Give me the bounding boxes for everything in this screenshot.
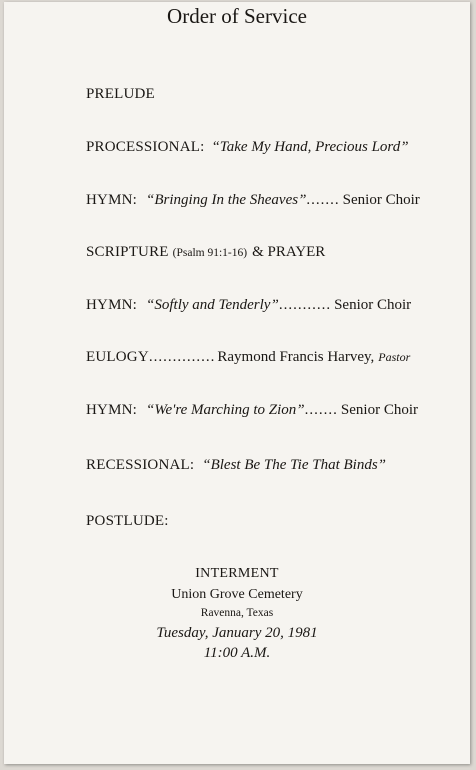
service-time: 11:00 A.M. [203, 645, 271, 661]
scripture-line [86, 244, 462, 261]
service-date: Tuesday, January 20, 1981 [156, 625, 318, 641]
recessional-title: “Blest Be The Tie That Binds” [202, 457, 387, 473]
eulogy-dots: .............. [148, 349, 216, 365]
hymn1-line [86, 192, 462, 209]
recessional-label: RECESSIONAL: [86, 457, 195, 473]
hymn2-line [86, 297, 462, 314]
interment-heading: INTERMENT [195, 566, 279, 581]
postlude-label: POSTLUDE: [86, 513, 169, 529]
recessional-line [86, 457, 462, 474]
hymn3-label: HYMN: [86, 402, 138, 418]
eulogy-label: EULOGY [86, 349, 149, 365]
page-title: Order of Service [167, 4, 307, 28]
cemetery-name: Union Grove Cemetery [171, 587, 303, 602]
hymn2-dots: ........... [278, 297, 332, 313]
hymn3-performer: Senior Choir [340, 402, 418, 418]
cemetery-location: Ravenna, Texas [200, 607, 274, 619]
scripture-label: SCRIPTURE [86, 244, 169, 260]
hymn3-line [86, 402, 462, 419]
prelude-label: PRELUDE [86, 86, 155, 102]
hymn3-title: “We're Marching to Zion” [146, 402, 305, 418]
processional-label: PROCESSIONAL: [86, 139, 205, 155]
prayer-label: & PRAYER [252, 244, 326, 260]
processional-title: “Take My Hand, Precious Lord” [211, 139, 409, 155]
program-page [4, 2, 470, 764]
hymn2-label: HYMN: [86, 297, 138, 313]
scripture-reference: (Psalm 91:1-16) [172, 247, 248, 259]
hymn1-label: HYMN: [86, 192, 138, 208]
postlude-line [86, 513, 462, 530]
eulogy-speaker: Raymond Francis Harvey, [217, 349, 375, 365]
hymn1-performer: Senior Choir [342, 192, 420, 208]
hymn2-performer: Senior Choir [334, 297, 412, 313]
eulogy-line [86, 349, 462, 366]
hymn2-title: “Softly and Tenderly” [146, 297, 279, 313]
eulogy-role: Pastor [378, 350, 411, 364]
hymn1-dots: ....... [306, 192, 340, 208]
hymn1-title: “Bringing In the Sheaves” [146, 192, 307, 208]
prelude-line [86, 86, 462, 103]
processional-line [86, 139, 462, 156]
hymn3-dots: ....... [304, 402, 338, 418]
